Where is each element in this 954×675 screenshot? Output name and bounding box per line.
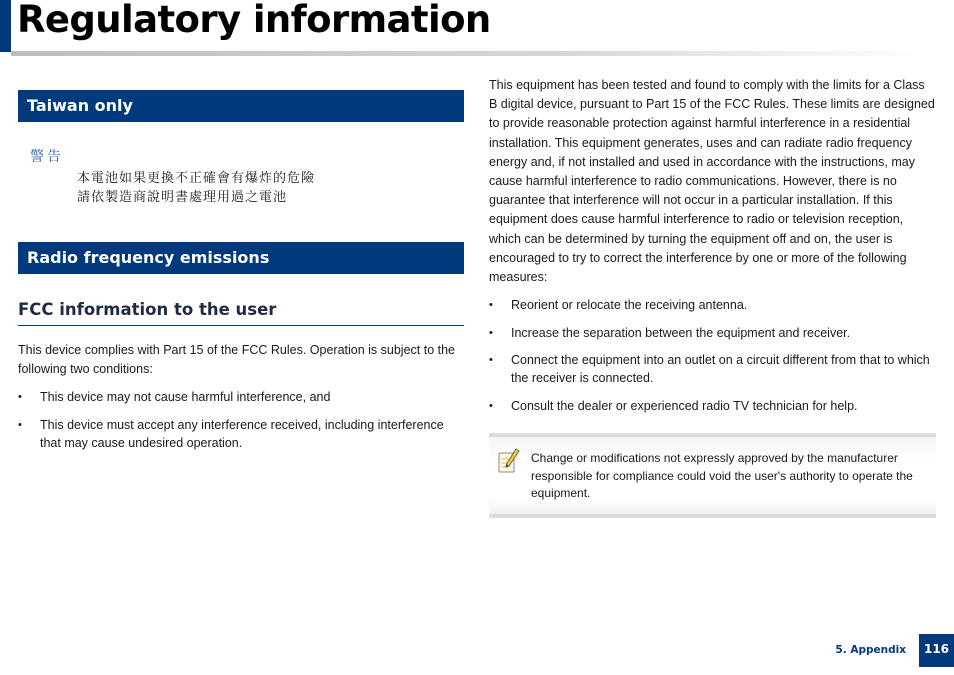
- note-pencil-icon: [497, 447, 521, 475]
- list-item: • Increase the separation between the equipment and receiver.: [489, 324, 936, 342]
- fcc-subheading: FCC information to the user: [18, 298, 464, 326]
- list-item: • Connect the equipment into an outlet on a circuit different from that to which the receiver is connected.: [489, 351, 936, 387]
- title-divider: [11, 51, 921, 56]
- list-item: • This device must accept any interference received, including interference that may cause undesired operation.: [18, 416, 464, 453]
- fcc-conditions-list: [18, 388, 464, 453]
- fcc-compliance-block: [489, 76, 936, 415]
- section-heading-radio-frequency: Radio frequency emissions: [18, 242, 464, 274]
- fcc-compliance-paragraph: This equipment has been tested and found to comply with the limits for a Class B digital device, pursuant to Part 15 of the FCC Rules. These limits are designed to provide reasonable protection against harmful interference in a residential installation. This equipment generates, uses and can radiate radio frequency energy and, if not installed and used in accordance with the instructions, may cause harmful interference to radio communications. However, there is no guarantee that interference will not occur in a particular installation. If this equipment does cause harmful interference to radio or television reception, which can be determined by turning the equipment off and on, the user is encouraged to try to correct the interference by one or more of the following measures:: [489, 78, 935, 285]
- footer-section-label: 5. Appendix: [835, 644, 906, 656]
- warning-label: 警告: [30, 149, 64, 165]
- warning-line: 本電池如果更換不正確會有爆炸的危險: [77, 171, 316, 186]
- note-text: Change or modifications not expressly approved by the manufacturer responsible for compliance could void the user's authority to operate the equipment.: [531, 451, 913, 500]
- title-accent-bar: [0, 0, 11, 52]
- section-heading-taiwan: Taiwan only: [18, 90, 464, 122]
- fcc-intro-block: [18, 341, 464, 453]
- page-number: 116: [919, 634, 954, 667]
- warning-line: 請依製造商說明書處理用過之電池: [77, 190, 288, 205]
- fcc-intro-paragraph: This device complies with Part 15 of the FCC Rules. Operation is subject to the following two conditions:: [18, 343, 455, 376]
- battery-warning: [77, 169, 315, 207]
- interference-measures-list: [489, 296, 936, 415]
- list-item: • This device may not cause harmful interference, and: [18, 388, 464, 407]
- list-item: • Reorient or relocate the receiving antenna.: [489, 296, 936, 314]
- note-box: [489, 433, 936, 518]
- list-item: • Consult the dealer or experienced radio TV technician for help.: [489, 397, 936, 415]
- page-title: Regulatory information: [17, 0, 491, 41]
